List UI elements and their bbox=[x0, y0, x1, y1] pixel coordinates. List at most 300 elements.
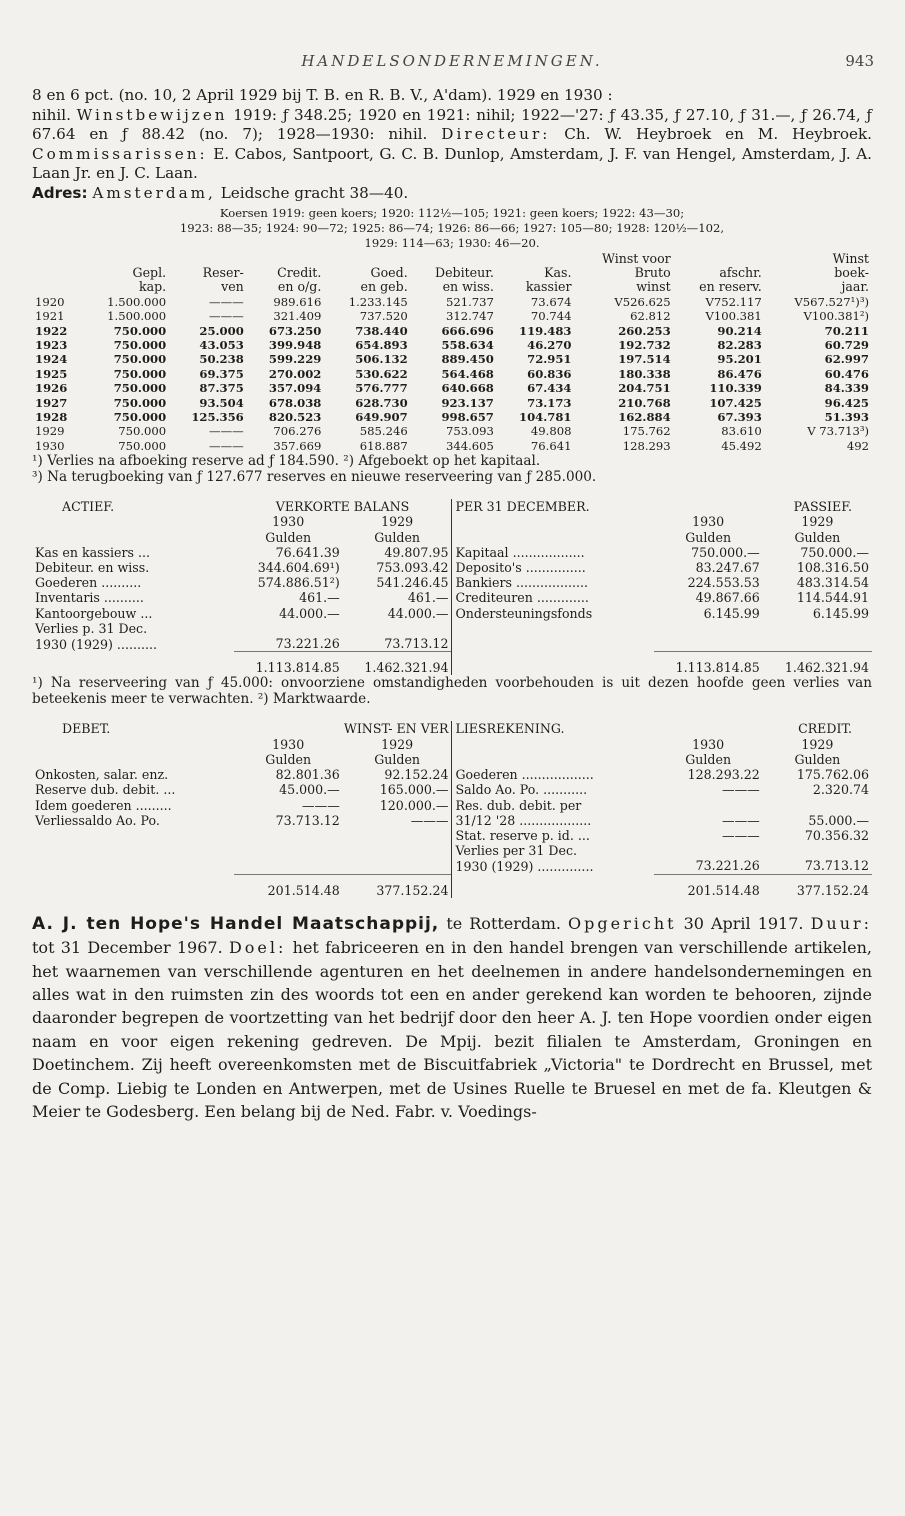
ledger-label: Kantoorgebouw ... bbox=[35, 605, 153, 621]
ledger-amount: 6.145.99 bbox=[703, 605, 760, 621]
table-cell: 50.238 bbox=[199, 352, 244, 367]
table-row bbox=[32, 295, 872, 309]
ledger-amount: ——— bbox=[302, 797, 340, 813]
koersen-line: 1923: 88—35; 1924: 90—72; 1925: 86—74; 1926: 86—66; 1927: 105—80; 1928: 120½—102, bbox=[179, 220, 725, 235]
company-text: het fabriceeren en in den handel brengen van verschillende artikelen, het waarnemen van verschillende agenturen en het deelnemen in andere handelsondernemingen en alles wat in den ruimsten zin des woords tot een en ander gerekend kan worden te behooren, zijnde daaronder begrepen de voortzetting van het bedrijf door den heer A. J. ten Hope voordien onder eigen naam en voor eigen rekening gedreven. De Mpij. bezit filialen te Amsterdam, Groningen en Doetinchem. Zij heeft overeenkomsten met de Biscuitfabriek „Victoria" te Dordrecht en Brussel, met de Comp. Liebig te Londen en Antwerpen, met de Usines Ruelle te Bruesel en met de fa. Kleutgen & Meier te Godesberg. Een belang bij de Ned. Fabr. v. Voedings- bbox=[32, 938, 873, 1121]
table-cell: 72.951 bbox=[527, 352, 572, 367]
table-footnotes bbox=[32, 453, 872, 485]
ledger-row bbox=[32, 545, 872, 560]
table-cell: 673.250 bbox=[268, 323, 322, 338]
ledger-label: Idem goederen ......... bbox=[35, 797, 172, 813]
ledger-amount: 750.000.— bbox=[800, 544, 869, 560]
ledger-amount: ——— bbox=[410, 812, 449, 828]
table-cell: ——— bbox=[208, 309, 244, 324]
ledger-label: 31/12 '28 .................. bbox=[452, 813, 654, 828]
table-row bbox=[32, 439, 872, 453]
ledger-amount bbox=[343, 828, 452, 843]
unit-header: Gulden bbox=[794, 751, 841, 767]
table-cell: V567.527¹)³) bbox=[794, 294, 869, 309]
total-cell: 377.152.24 bbox=[343, 874, 452, 898]
column-header bbox=[169, 252, 247, 266]
table-cell: 753.093 bbox=[445, 424, 494, 439]
credit-label: CREDIT. bbox=[798, 721, 852, 737]
column-header bbox=[32, 266, 83, 280]
company-name: A. J. ten Hope's Handel Maatschappij, bbox=[32, 913, 440, 934]
intro-text: nihil. bbox=[32, 105, 71, 124]
table-cell: 210.768 bbox=[618, 395, 671, 410]
year-header: 1930 bbox=[692, 736, 725, 752]
ledger-label: Reserve dub. debit. ... bbox=[35, 782, 176, 798]
table-cell: 1927 bbox=[35, 395, 68, 410]
ledger-amount: 83.247.67 bbox=[695, 560, 760, 576]
ledger-amount: 73.713.12 bbox=[275, 812, 340, 828]
ledger-amount bbox=[654, 798, 763, 813]
table-cell: 344.605 bbox=[445, 438, 494, 453]
table-cell: 49.808 bbox=[530, 424, 572, 439]
unit-header: Gulden bbox=[265, 751, 312, 767]
year-header: 1929 bbox=[801, 514, 834, 530]
table-cell: 599.229 bbox=[268, 352, 322, 367]
ledger-label bbox=[452, 621, 654, 636]
ledger-amount: 55.000.— bbox=[808, 812, 869, 828]
table-cell: 67.393 bbox=[717, 410, 762, 425]
table-cell: 73.674 bbox=[530, 294, 572, 309]
page bbox=[32, 52, 872, 1123]
ledger-amount bbox=[654, 843, 763, 858]
directeur-label: Directeur: bbox=[441, 125, 551, 144]
intro-block bbox=[32, 86, 872, 204]
ledger-row bbox=[32, 798, 872, 813]
ledger-label: Crediteuren ............. bbox=[452, 590, 654, 605]
ledger-amount: 49.807.95 bbox=[384, 544, 449, 560]
company-text: 30 April 1917. bbox=[683, 913, 804, 933]
ledger-label bbox=[32, 858, 234, 874]
total-cell: 201.514.48 bbox=[654, 874, 763, 898]
ledger-amount bbox=[234, 858, 343, 874]
table-cell: 192.732 bbox=[618, 338, 671, 352]
ledger-row bbox=[32, 560, 872, 575]
table-cell: 628.730 bbox=[355, 395, 408, 410]
koersen-block bbox=[32, 206, 872, 251]
ledger-label: Verliessaldo Ao. Po. bbox=[35, 812, 160, 828]
ledger-label: Res. dub. debit. per bbox=[452, 798, 654, 813]
table-cell: 738.440 bbox=[355, 323, 408, 338]
table-cell: 60.729 bbox=[824, 338, 869, 352]
table-cell: 998.657 bbox=[441, 410, 494, 425]
table-cell: 60.476 bbox=[824, 366, 869, 381]
column-header bbox=[83, 252, 169, 266]
table-cell: 1925 bbox=[35, 366, 68, 381]
table-cell: 93.504 bbox=[199, 395, 244, 410]
ledger-label: Saldo Ao. Po. ........... bbox=[452, 782, 654, 797]
table-header-row bbox=[32, 280, 872, 294]
table-cell: 180.338 bbox=[618, 366, 671, 381]
ledger-label: 1930 (1929) .............. bbox=[452, 858, 654, 874]
winstbewijzen-paragraph bbox=[32, 106, 872, 184]
column-header bbox=[247, 252, 325, 266]
adres-city: Amsterdam, bbox=[92, 183, 216, 202]
table-cell: 399.948 bbox=[268, 338, 322, 352]
table-row bbox=[32, 309, 872, 323]
table-cell: V100.381 bbox=[705, 309, 762, 324]
ledger-amount: 165.000.— bbox=[379, 782, 449, 798]
ledger-amount bbox=[234, 843, 343, 858]
table-cell: 989.616 bbox=[273, 294, 322, 309]
company-entry bbox=[32, 912, 872, 1124]
ledger-label: Stat. reserve p. id. ... bbox=[452, 828, 654, 843]
column-header: ven bbox=[221, 279, 244, 295]
ledger-amount: 44.000.— bbox=[279, 605, 340, 621]
table-cell: 521.737 bbox=[445, 294, 494, 309]
ledger-amount: 541.246.45 bbox=[376, 575, 449, 591]
table-cell: 492 bbox=[846, 438, 869, 453]
column-header: winst bbox=[636, 279, 671, 295]
ledger-amount: 483.314.54 bbox=[796, 575, 869, 591]
table-cell: 45.492 bbox=[721, 438, 762, 453]
table-cell: 889.450 bbox=[441, 352, 494, 367]
ledger-label: Goederen .................. bbox=[452, 767, 654, 782]
ledger-amount: 120.000.— bbox=[379, 797, 449, 813]
ledger-row bbox=[32, 606, 872, 621]
table-cell: 1.500.000 bbox=[107, 309, 167, 324]
table-cell: 70.211 bbox=[824, 323, 869, 338]
table-cell: 43.053 bbox=[199, 338, 244, 352]
ledger-label bbox=[32, 828, 234, 843]
total-cell: 1.113.814.85 bbox=[654, 652, 763, 676]
company-text: te Rotterdam. bbox=[446, 913, 561, 933]
ledger-amount: 224.553.53 bbox=[687, 575, 760, 591]
intro-text: ƒ 43.35, ƒ 27.10, ƒ 31.—, ƒ 26.74, ƒ 67.64 en ƒ 88.42 (no. 7); 1928—1930: nihil. bbox=[32, 105, 872, 144]
table-cell: 51.393 bbox=[824, 410, 869, 425]
adres-label: Adres: bbox=[32, 183, 88, 202]
table-cell: 312.747 bbox=[445, 309, 494, 324]
table-cell: 649.907 bbox=[355, 410, 408, 425]
table-cell: 321.409 bbox=[273, 309, 322, 324]
ledger-amount: 73.713.12 bbox=[804, 858, 869, 874]
table-cell: 197.514 bbox=[618, 352, 671, 367]
total-cell: 201.514.48 bbox=[234, 874, 343, 898]
year-header: 1929 bbox=[381, 514, 414, 530]
ledger-amount bbox=[763, 798, 872, 813]
table-cell: 104.781 bbox=[519, 410, 572, 425]
column-header: Winst bbox=[832, 250, 869, 266]
table-cell: 1.500.000 bbox=[107, 294, 167, 309]
table-cell: 558.634 bbox=[441, 338, 494, 352]
ledger-amount: 76.641.39 bbox=[275, 544, 340, 560]
table-cell: 1923 bbox=[35, 338, 68, 352]
table-cell: 96.425 bbox=[824, 395, 869, 410]
commissarissen-text: E. Cabos, Santpoort, G. C. B. Dunlop, Amsterdam, J. F. van Hengel, Amsterdam, J. A. Laan Jr. en J. C. Laan. bbox=[32, 144, 872, 183]
ledger-row bbox=[32, 828, 872, 843]
ledger-amount bbox=[763, 621, 872, 636]
table-row bbox=[32, 367, 872, 381]
column-header: en o/g. bbox=[277, 279, 322, 295]
ledger-amount: ——— bbox=[721, 812, 760, 828]
table-cell: 1921 bbox=[35, 309, 65, 324]
table-cell: 923.137 bbox=[441, 395, 494, 410]
table-cell: 576.777 bbox=[355, 381, 408, 396]
column-header: en reserv. bbox=[699, 279, 762, 295]
balance-title-right: PER 31 DECEMBER. bbox=[452, 499, 654, 514]
table-cell: 87.375 bbox=[199, 381, 244, 396]
table-cell: 1922 bbox=[35, 323, 68, 338]
table-cell: 83.610 bbox=[721, 424, 762, 439]
column-header: Credit. bbox=[277, 264, 322, 280]
adres-street: Leidsche gracht 38—40. bbox=[220, 183, 409, 202]
table-cell: 60.836 bbox=[527, 366, 572, 381]
ledger-row bbox=[32, 636, 872, 652]
table-cell: 530.622 bbox=[355, 366, 408, 381]
ledger-amount: 73.713.12 bbox=[384, 636, 449, 652]
page-number: 943 bbox=[845, 52, 874, 70]
ledger-amount: 45.000.— bbox=[279, 782, 340, 798]
ledger-amount bbox=[343, 621, 452, 636]
table-cell: 750.000 bbox=[113, 410, 167, 425]
column-header bbox=[32, 280, 83, 294]
table-cell: 654.893 bbox=[355, 338, 408, 352]
table-cell: 270.002 bbox=[268, 366, 322, 381]
ledger-row bbox=[32, 621, 872, 636]
column-header: Goed. bbox=[370, 264, 408, 280]
balance-footnote bbox=[32, 675, 872, 707]
ledger-amount bbox=[343, 858, 452, 874]
table-row bbox=[32, 424, 872, 438]
column-header: Bruto bbox=[634, 264, 671, 280]
passief-label: PASSIEF. bbox=[793, 499, 852, 515]
table-cell: 820.523 bbox=[268, 410, 322, 425]
ledger-label: Deposito's ............... bbox=[452, 560, 654, 575]
column-header bbox=[497, 252, 575, 266]
ledger-amount: 461.— bbox=[407, 590, 449, 606]
year-header: 1930 bbox=[272, 514, 305, 530]
unit-header: Gulden bbox=[794, 529, 841, 545]
table-cell: 750.000 bbox=[118, 424, 167, 439]
commissarissen-label: Commissarissen: bbox=[32, 144, 208, 163]
column-header: Debiteur. bbox=[434, 264, 494, 280]
table-cell: 750.000 bbox=[113, 395, 167, 410]
table-cell: 70.744 bbox=[530, 309, 572, 324]
ledger-label: Verlies p. 31 Dec. bbox=[35, 620, 148, 636]
ledger-amount: 344.604.69¹) bbox=[257, 560, 340, 576]
ledger-amount: 73.221.26 bbox=[695, 858, 760, 874]
opgericht-label: Opgericht bbox=[568, 913, 677, 933]
intro-line: 8 en 6 pct. (no. 10, 2 April 1929 bij T. B. en R. B. V., A'dam). 1929 en 1930 : bbox=[32, 86, 613, 104]
ledger-label: Bankiers .................. bbox=[452, 575, 654, 590]
ledger-amount bbox=[763, 636, 872, 652]
table-row bbox=[32, 338, 872, 352]
table-cell: 357.669 bbox=[273, 438, 322, 453]
table-cell: 95.201 bbox=[717, 352, 762, 367]
table-cell: 69.375 bbox=[199, 366, 244, 381]
ledger-amount: 108.316.50 bbox=[796, 560, 869, 576]
adres-line bbox=[32, 184, 872, 204]
directeur-text: Ch. W. Heybroek en M. Heybroek. bbox=[564, 125, 873, 144]
table-cell: 1928 bbox=[35, 410, 68, 425]
year-header: 1930 bbox=[272, 736, 305, 752]
ledger-label: Ondersteuningsfonds bbox=[452, 606, 654, 621]
table-cell: 585.246 bbox=[359, 424, 408, 439]
footnote: ¹) Na reserveering van ƒ 45.000: onvoorziene omstandigheden voorbehouden is uit dezen hoofde geen verlies van beteekenis meer te verwachten. ²) Marktwaarde. bbox=[32, 675, 872, 708]
total-cell: 377.152.24 bbox=[763, 874, 872, 898]
table-row bbox=[32, 410, 872, 424]
table-cell: 737.520 bbox=[359, 309, 408, 324]
table-cell: 73.173 bbox=[527, 395, 572, 410]
ledger-amount bbox=[234, 621, 343, 636]
table-cell: 76.641 bbox=[530, 438, 572, 453]
unit-header: Gulden bbox=[374, 529, 421, 545]
unit-header: Gulden bbox=[685, 529, 732, 545]
table-cell: 260.253 bbox=[618, 323, 671, 338]
footnote: ¹) Verlies na afboeking reserve ad ƒ 184.590. ²) Afgeboekt op het kapitaal. bbox=[32, 453, 541, 470]
ledger-amount: ——— bbox=[721, 827, 760, 843]
column-header: Gepl. bbox=[132, 264, 167, 280]
ledger-amount bbox=[343, 843, 452, 858]
column-header bbox=[324, 252, 410, 266]
table-cell: 82.283 bbox=[717, 338, 762, 352]
table-cell: 666.696 bbox=[441, 323, 494, 338]
table-cell: V100.381²) bbox=[803, 309, 869, 324]
table-cell: 750.000 bbox=[113, 366, 167, 381]
actief-label: ACTIEF. bbox=[62, 499, 115, 515]
table-cell: 750.000 bbox=[118, 438, 167, 453]
column-header: afschr. bbox=[719, 264, 762, 280]
table-cell: 640.668 bbox=[441, 381, 494, 396]
ledger-row bbox=[32, 767, 872, 782]
ledger-label: Kapitaal .................. bbox=[452, 545, 654, 560]
intro-text: 1919: ƒ 348.25; 1920 en 1921: nihil; 1922—'27: bbox=[233, 105, 604, 124]
ledger-amount: 2.320.74 bbox=[812, 782, 869, 798]
ledger-amount: 6.145.99 bbox=[812, 605, 869, 621]
ledger-row bbox=[32, 858, 872, 874]
footnote: ³) Na terugboeking van ƒ 127.677 reserves en nieuwe reserveering van ƒ 285.000. bbox=[32, 469, 597, 486]
doel-label: Doel: bbox=[228, 938, 287, 958]
ledger-amount: ——— bbox=[721, 782, 760, 798]
table-cell: 107.425 bbox=[709, 395, 762, 410]
table-cell: 110.339 bbox=[709, 381, 762, 396]
ledger-label: 1930 (1929) .......... bbox=[35, 636, 157, 652]
table-cell: 175.762 bbox=[622, 424, 671, 439]
table-row bbox=[32, 352, 872, 366]
ledger-amount: 128.293.22 bbox=[687, 767, 760, 783]
column-header bbox=[32, 252, 83, 266]
ledger-amount bbox=[763, 843, 872, 858]
table-cell: 357.094 bbox=[268, 381, 322, 396]
year-header: 1929 bbox=[801, 736, 834, 752]
ledger-label bbox=[32, 843, 234, 858]
ledger-row bbox=[32, 782, 872, 797]
ledger-amount: 114.544.91 bbox=[796, 590, 869, 606]
column-header: Winst voor bbox=[601, 250, 671, 266]
ledger-label: Verlies per 31 Dec. bbox=[452, 843, 654, 858]
ledger-amount: 70.356.32 bbox=[804, 827, 869, 843]
balance-title-left: VERKORTE BALANS bbox=[275, 499, 410, 515]
table-cell: 750.000 bbox=[113, 323, 167, 338]
ledger-amount: 73.221.26 bbox=[275, 636, 340, 652]
column-header: en geb. bbox=[360, 279, 408, 295]
table-row bbox=[32, 324, 872, 338]
table-header-row bbox=[32, 252, 872, 266]
table-cell: 678.038 bbox=[268, 395, 322, 410]
ledger-row bbox=[32, 813, 872, 828]
table-cell: V752.117 bbox=[705, 294, 762, 309]
table-cell: 62.812 bbox=[630, 309, 671, 324]
table-header-row bbox=[32, 266, 872, 280]
table-cell: 119.483 bbox=[519, 323, 572, 338]
ledger-label: Debiteur. en wiss. bbox=[35, 560, 150, 576]
table-cell: 618.887 bbox=[359, 438, 408, 453]
debet-label: DEBET. bbox=[62, 721, 111, 737]
page-header bbox=[32, 52, 872, 86]
total-cell: 1.462.321.94 bbox=[763, 652, 872, 676]
company-text: tot 31 December 1967. bbox=[32, 938, 223, 958]
ledger-row bbox=[32, 575, 872, 590]
table-cell: 84.339 bbox=[824, 381, 869, 396]
table-cell: 1930 bbox=[35, 438, 65, 453]
table-cell: 25.000 bbox=[199, 323, 244, 338]
table-cell: 204.751 bbox=[618, 381, 671, 396]
ledger-amount: 175.762.06 bbox=[796, 767, 869, 783]
ledger-amount: 753.093.42 bbox=[376, 560, 449, 576]
total-cell: 1.462.321.94 bbox=[343, 652, 452, 676]
ledger-amount bbox=[654, 636, 763, 652]
table-cell: 162.884 bbox=[618, 410, 671, 425]
ledger-amount: 49.867.66 bbox=[695, 590, 760, 606]
table-row bbox=[32, 396, 872, 410]
ledger-amount: 750.000.— bbox=[691, 544, 760, 560]
table-cell: 1924 bbox=[35, 352, 68, 367]
profit-loss-account bbox=[32, 721, 872, 897]
column-header: en wiss. bbox=[442, 279, 494, 295]
unit-header: Gulden bbox=[265, 529, 312, 545]
ledger-label: Goederen .......... bbox=[35, 575, 142, 591]
column-header: kap. bbox=[138, 279, 167, 295]
column-header: Kas. bbox=[544, 264, 572, 280]
year-header: 1930 bbox=[692, 514, 725, 530]
table-cell: V526.625 bbox=[614, 294, 671, 309]
total-cell: 1.113.814.85 bbox=[234, 652, 343, 676]
table-cell: ——— bbox=[208, 294, 244, 309]
winstbewijzen-label: Winstbewijzen bbox=[76, 105, 228, 124]
table-cell: 90.214 bbox=[717, 323, 762, 338]
table-cell: 1929 bbox=[35, 424, 65, 439]
ledger-amount bbox=[234, 828, 343, 843]
column-header: Reser- bbox=[202, 264, 244, 280]
table-cell: 46.270 bbox=[527, 338, 572, 352]
table-cell: 1.233.145 bbox=[348, 294, 408, 309]
balance-sheet bbox=[32, 499, 872, 675]
table-cell: 564.468 bbox=[441, 366, 494, 381]
column-header: kassier bbox=[525, 279, 572, 295]
ledger-row bbox=[32, 843, 872, 858]
table-cell: 1926 bbox=[35, 381, 68, 396]
year-header: 1929 bbox=[381, 736, 414, 752]
ledger-label: Onkosten, salar. enz. bbox=[35, 767, 169, 783]
table-cell: 1920 bbox=[35, 294, 65, 309]
table-cell: 706.276 bbox=[273, 424, 322, 439]
ledger-label: Kas en kassiers ... bbox=[35, 544, 150, 560]
table-cell: 86.476 bbox=[717, 366, 762, 381]
table-cell: 128.293 bbox=[622, 438, 671, 453]
koersen-line: 1929: 114—63; 1930: 46—20. bbox=[364, 235, 540, 250]
column-header bbox=[674, 252, 765, 266]
ledger-row bbox=[32, 590, 872, 605]
table-cell: 125.356 bbox=[191, 410, 244, 425]
koersen-line: Koersen 1919: geen koers; 1920: 112½—105; 1921: geen koers; 1922: 43—30; bbox=[219, 205, 685, 220]
table-cell: 750.000 bbox=[113, 352, 167, 367]
ledger-amount: 461.— bbox=[299, 590, 340, 606]
ledger-amount: 574.886.51²) bbox=[257, 575, 340, 591]
table-cell: 67.434 bbox=[527, 381, 572, 396]
